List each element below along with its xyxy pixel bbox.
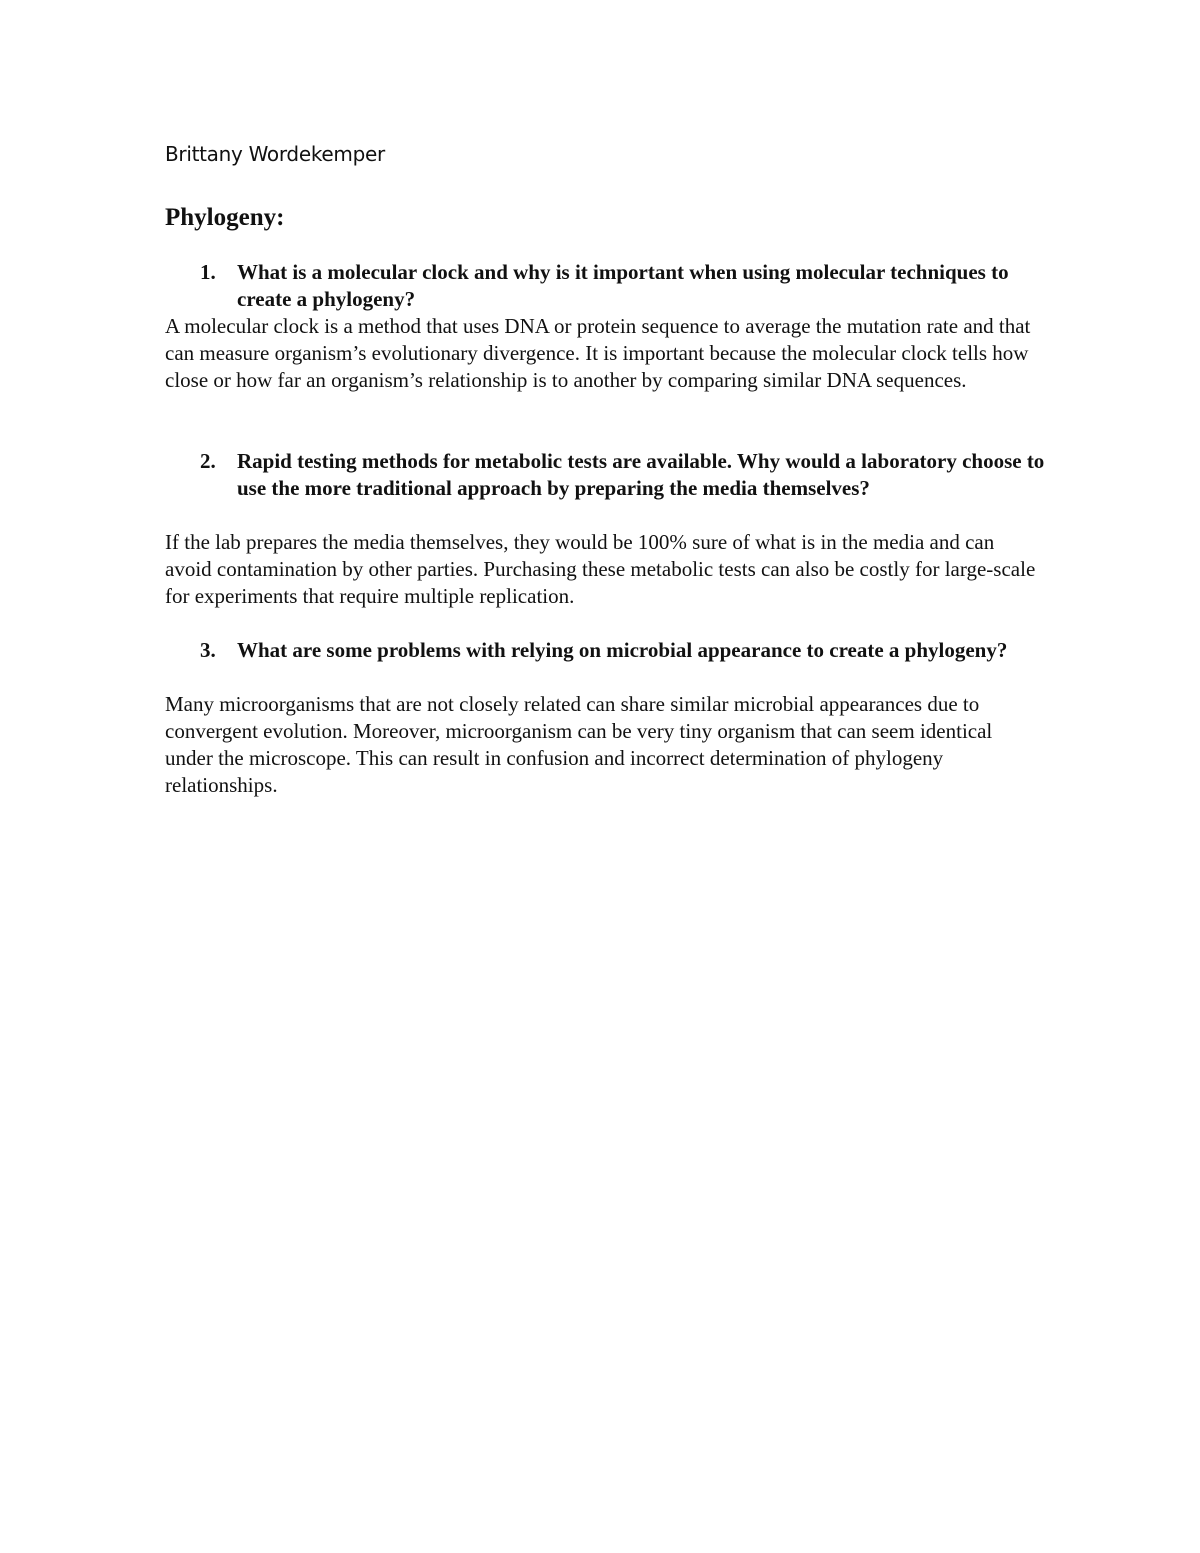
question-text: What are some problems with relying on microbial appearance to create a phylogeny? (237, 638, 1008, 662)
answer-1: A molecular clock is a method that uses DNA or protein sequence to average the mutation rate and that can measure organism’s evolutionary divergence. It is important because the molecular clock tells how close or how far an organism’s relationship is to another by comparing similar DNA sequences. (165, 314, 1031, 392)
question-2 (165, 448, 1045, 502)
document-heading: Phylogeny: (165, 204, 285, 231)
question-number: 1. (200, 260, 216, 284)
question-text: What is a molecular clock and why is it important when using molecular techniques to create a phylogeny? (237, 260, 1009, 311)
answer-2: If the lab prepares the media themselves, they would be 100% sure of what is in the media and can avoid contamination by other parties. Purchasing these metabolic tests can also be costly for large-scale for experiments that require multiple replication. (165, 530, 1036, 608)
question-number: 3. (200, 638, 216, 662)
question-number: 2. (200, 449, 216, 473)
answer-3: Many microorganisms that are not closely related can share similar microbial appearances due to convergent evolution. Moreover, microorganism can be very tiny organism that can seem identical under the microscope. This can result in confusion and incorrect determination of phylogeny relationships. (165, 692, 993, 797)
question-text: Rapid testing methods for metabolic tests are available. Why would a laboratory choose to use the more traditional approach by preparing the media themselves? (237, 449, 1045, 500)
author-name: Brittany Wordekemper (165, 142, 385, 166)
question-1 (165, 259, 1045, 313)
question-3 (165, 637, 1045, 664)
